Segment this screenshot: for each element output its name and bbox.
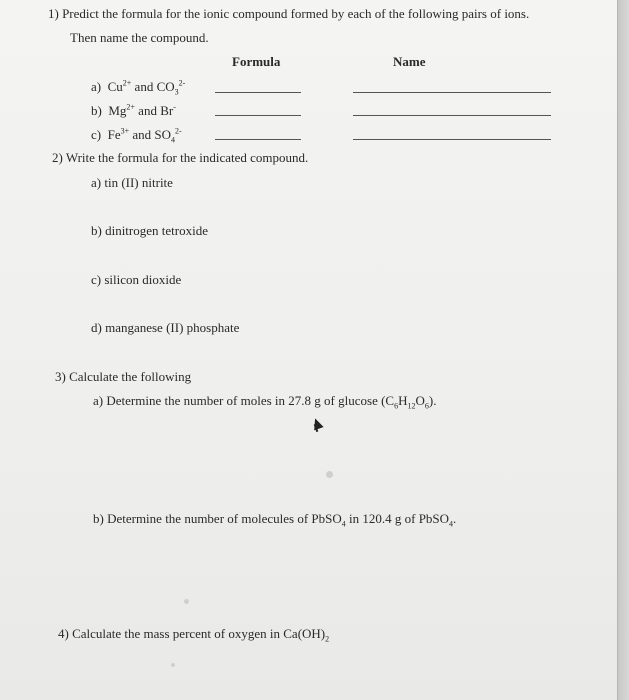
name-column-header: Name xyxy=(393,54,426,69)
q2-instruction: 2) Write the formula for the indicated compound. xyxy=(52,150,309,165)
q3a-problem: a) Determine the number of moles in 27.8 g of glucose $(C_6H_{12}O_6)$. xyxy=(93,393,437,411)
q1-instruction-line2: Then name the compound. xyxy=(70,30,209,45)
q1a-name-blank[interactable] xyxy=(353,92,551,93)
q1b-formula-blank[interactable] xyxy=(215,115,301,116)
q1b-name-blank[interactable] xyxy=(353,115,551,116)
q1-instruction-line1: 1) Predict the formula for the ionic compound formed by each of the following pairs of ions. xyxy=(48,6,530,21)
q1c-name-blank[interactable] xyxy=(353,139,551,140)
paper-speck xyxy=(326,471,333,478)
q1b-ion-pair: b) $Mg^{2+}$ and Br- xyxy=(91,102,176,118)
q1a-ion-pair: a) $Cu^{2+}$ and $CO_3^{2-}$ xyxy=(91,78,186,97)
q4-problem: 4) Calculate the mass percent of oxygen in $Ca(OH)_2$ xyxy=(58,626,330,644)
q2b-compound: b) dinitrogen tetroxide xyxy=(91,223,208,238)
q2a-compound: a) tin (II) nitrite xyxy=(91,175,173,190)
paper-speck xyxy=(184,599,189,604)
q3-instruction: 3) Calculate the following xyxy=(55,369,192,384)
q1c-formula-blank[interactable] xyxy=(215,139,301,140)
paper-speck xyxy=(171,663,175,667)
background-surface xyxy=(618,0,629,700)
q2c-compound: c) silicon dioxide xyxy=(91,272,182,287)
q1a-formula-blank[interactable] xyxy=(215,92,301,93)
q2d-compound: d) manganese (II) phosphate xyxy=(91,320,240,335)
formula-column-header: Formula xyxy=(232,54,281,69)
q1c-ion-pair: c) $Fe^{3+}$ and $SO_4^{2-}$ xyxy=(91,126,182,145)
q3b-problem: b) Determine the number of molecules of PbSO$_4$ in 120.4 g of PbSO$_4$. xyxy=(93,511,457,529)
